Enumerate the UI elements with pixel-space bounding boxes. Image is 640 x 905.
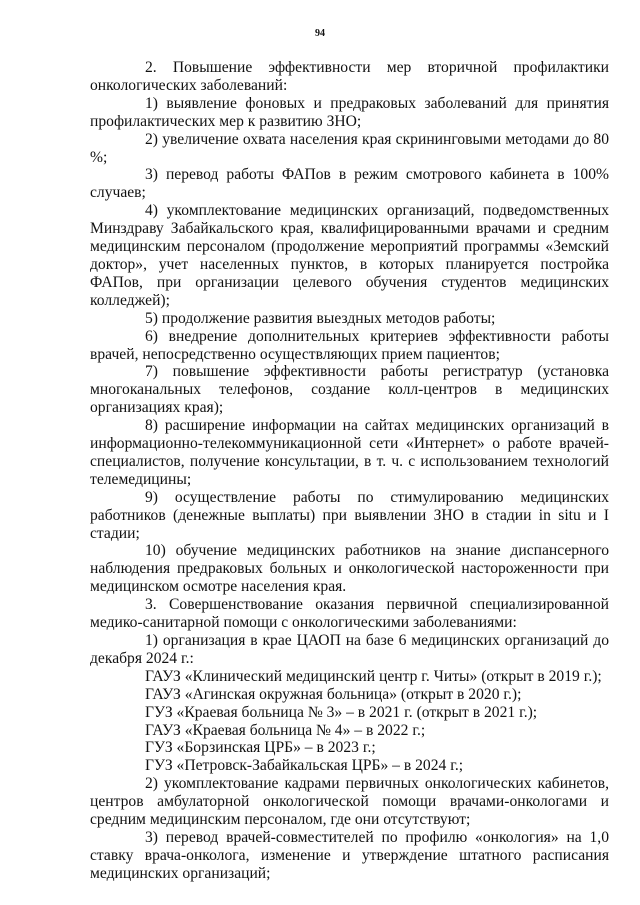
paragraph: 2. Повышение эффективности мер вторичной профилактики онкологических заболеваний: bbox=[90, 59, 609, 94]
paragraph: 5) продолжение развития выездных методов работы; bbox=[145, 309, 496, 327]
paragraph: 3) перевод работы ФАПов в режим смотрового кабинета в 100% случаев; bbox=[90, 166, 609, 202]
page-number: 94 bbox=[315, 28, 325, 39]
paragraph: 1) выявление фоновых и предраковых заболеваний для принятия профилактических мер к развитию ЗНО; bbox=[90, 94, 609, 130]
list-item: ГАУЗ «Клинический медицинский центр г. Читы» (открыт в 2019 г.); bbox=[145, 667, 602, 685]
list-item: ГУЗ «Краевая больница № 3» – в 2021 г. (открыт в 2021 г.); bbox=[145, 703, 538, 721]
paragraph: 3. Совершенствование оказания первичной специализированной медико-санитарной помощи с онкологическими заболеваниями: bbox=[90, 596, 609, 632]
paragraph: 2) увеличение охвата населения края скрининговыми методами до 80 %; bbox=[90, 130, 609, 166]
paragraph: 6) внедрение дополнительных критериев эффективности работы врачей, непосредственно осуществляющих прием пациентов; bbox=[90, 327, 609, 363]
list-item: ГАУЗ «Краевая больница № 4» – в 2022 г.; bbox=[145, 721, 426, 739]
list-item: ГАУЗ «Агинская окружная больница» (открыт в 2020 г.); bbox=[145, 685, 522, 703]
list-item: ГУЗ «Петровск-Забайкальская ЦРБ» – в 2024 г.; bbox=[145, 757, 464, 775]
document-body bbox=[90, 59, 609, 883]
paragraph: 2) укомплектование кадрами первичных онкологических кабинетов, центров амбулаторной онкологической помощи врачами-онкологами и средним медицинским персоналом, где они отсутствуют; bbox=[90, 775, 609, 829]
paragraph: 9) осуществление работы по стимулированию медицинских работников (денежные выплаты) при выявлении ЗНО в стадии in situ и I стадии; bbox=[90, 488, 609, 542]
paragraph: 8) расширение информации на сайтах медицинских организаций в информационно-телекоммуникационной сети «Интернет» о работе врачей-специалистов, получение консультации, в т. ч. с использованием технологий телемедицины; bbox=[90, 417, 609, 488]
paragraph: 4) укомплектование медицинских организаций, подведомственных Минздраву Забайкальского края, квалифицированными врачами и средним медицинским персоналом (продолжение мероприятий программы «Земский доктор», учет населенных пунктов, в которых планируется постройка ФАПов, при организации целевого обучения студентов медицинских колледжей); bbox=[90, 202, 609, 309]
paragraph: 3) перевод врачей-совместителей по профилю «онкология» на 1,0 ставку врача-онколога, изменение и утверждение штатного расписания медицинских организаций; bbox=[90, 828, 609, 882]
list-item: ГУЗ «Борзинская ЦРБ» – в 2023 г.; bbox=[145, 739, 376, 757]
paragraph: 7) повышение эффективности работы регистратур (установка многоканальных телефонов, создание колл-центров в медицинских организациях края); bbox=[90, 363, 609, 417]
paragraph: 10) обучение медицинских работников на знание диспансерного наблюдения предраковых больных и онкологической настороженности при медицинском осмотре населения края. bbox=[90, 542, 609, 596]
paragraph: 1) организация в крае ЦАОП на базе 6 медицинских организаций до декабря 2024 г.: bbox=[90, 632, 609, 667]
